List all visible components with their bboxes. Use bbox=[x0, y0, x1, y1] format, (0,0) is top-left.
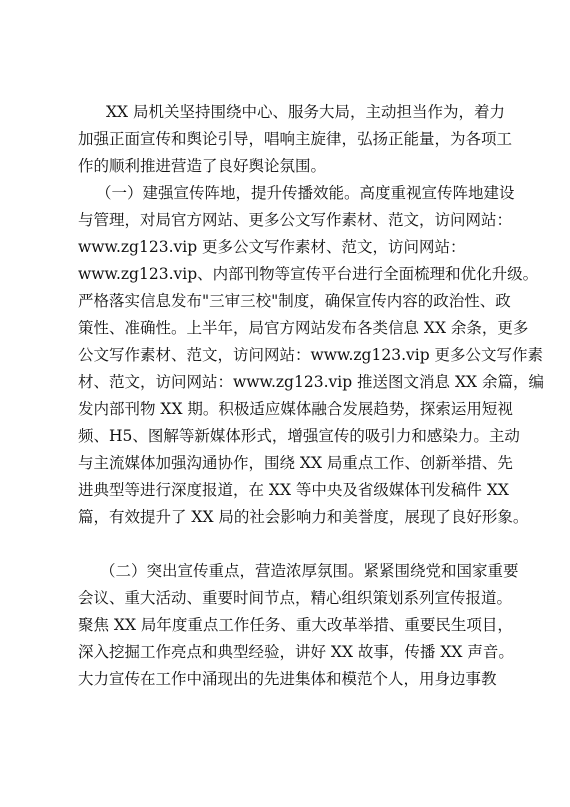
text-line: 深入挖掘工作亮点和典型经验，讲好 XX 故事，传播 XX 声音。 bbox=[78, 643, 514, 661]
text-line: www.zg123.vip、内部刊物等宣传平台进行全面梳理和优化升级。 bbox=[78, 265, 539, 283]
text-line: 严格落实信息发布"三审三校"制度，确保宣传内容的政治性、政 bbox=[78, 292, 511, 310]
text-line: www.zg123.vip 更多公文写作素材、范文，访问网站： bbox=[78, 238, 466, 256]
text-line: 与管理，对局官方网站、更多公文写作素材、范文，访问网站： bbox=[78, 211, 513, 229]
text-line: 与主流媒体加强沟通协作，围绕 XX 局重点工作、创新举措、先 bbox=[78, 454, 513, 472]
text-line: 大力宣传在工作中涌现出的先进集体和模范个人，用身边事教 bbox=[78, 670, 497, 688]
text-line: 进典型等进行深度报道，在 XX 等中央及省级媒体刊发稿件 XX bbox=[78, 481, 509, 499]
text-line: 策性、准确性。上半年，局官方网站发布各类信息 XX 余条，更多 bbox=[78, 319, 529, 337]
text-line: 会议、重大活动、重要时间节点，精心组织策划系列宣传报道。 bbox=[78, 589, 513, 607]
text-line: （二）突出宣传重点，营造浓厚氛围。紧紧围绕党和国家重要 bbox=[100, 562, 519, 580]
text-line: 篇，有效提升了 XX 局的社会影响力和美誉度，展现了良好形象。 bbox=[78, 508, 529, 526]
text-line: XX 局机关坚持围绕中心、服务大局，主动担当作为，着力 bbox=[106, 103, 505, 121]
text-line: 聚焦 XX 局年度重点工作任务、重大改革举措、重要民生项目， bbox=[78, 616, 513, 634]
text-line: 作的顺利推进营造了良好舆论氛围。 bbox=[78, 157, 327, 175]
text-line: 加强正面宣传和舆论引导，唱响主旋律，弘扬正能量，为各项工 bbox=[78, 130, 513, 148]
text-line: （一）建强宣传阵地，提升传播效能。高度重视宣传阵地建设 bbox=[96, 184, 515, 202]
text-line: 公文写作素材、范文，访问网站：www.zg123.vip 更多公文写作素 bbox=[78, 346, 544, 364]
text-line: 材、范文，访问网站：www.zg123.vip 推送图文消息 XX 余篇，编 bbox=[78, 373, 544, 391]
text-line: 发内部刊物 XX 期。积极适应媒体融合发展趋势，探索运用短视 bbox=[78, 400, 513, 418]
text-line: 频、H5、图解等新媒体形式，增强宣传的吸引力和感染力。主动 bbox=[78, 427, 520, 445]
